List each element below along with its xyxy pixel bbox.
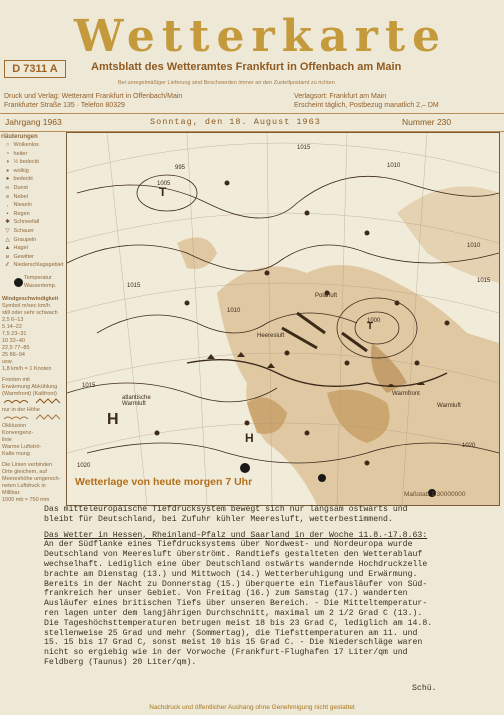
isobar-label: 1010 [387,163,401,169]
haze-icon: ∞ [5,184,10,191]
wind-line: 5 14–22 [2,323,22,330]
report-line: frankreich her unser Gebiet. Von Freitag (16.) zum Samstag (17.) wanderten [44,589,408,599]
front-line: Warme Luftströ- [2,443,42,450]
legend-item-label: wolkig [13,167,29,174]
legend-item [0,218,66,227]
hail-icon: ▲ [4,245,11,252]
wind-line: 7,5 23–31 [2,330,27,337]
airmass-label: Polarluft [315,293,338,299]
front-line: linie [2,436,12,443]
wind-line: 1,8 km/h = 1 Knoten [2,365,52,372]
legend-item [0,158,66,167]
graupel-icon: △ [5,236,10,243]
water-temp-label: Wassertemp. [24,282,57,289]
drizzle-icon: , [6,202,9,209]
report-line: 15. 15 bis 17 Grad C, sonst meist 10 bis 15 Grad C. - Die Niederschläge waren [44,638,423,648]
fog-icon: ≡ [5,193,10,200]
wind-line: 22,5 77–85 [2,344,30,351]
report-line: An der Südflanke eines Tiefdrucksystems über Nordwest- und Nordeuropa wurde [44,540,413,550]
isobar-label: 1000 [367,318,381,324]
legend-item [0,236,66,245]
report-line: wechselhaft. Lediglich eine über Deutschland ostwärts wandernde Hochdruckzelle [44,559,428,569]
front-line: Okklusion [2,422,27,429]
legend-item-label: Niederschlagsgebiet [13,262,64,269]
report-line: Deutschland von Meeresluft überströmt. Randtiefs gestalteten den Wetterablauf [44,550,423,560]
legend-item-label: bedeckt [13,176,33,183]
report-line: Bereits in der Nacht zu Donnerstag (15.) überquerte ein Tiefausläufer von Süd- [44,579,428,589]
airmass-label: Warmluft [437,403,461,409]
isobar-label: 1020 [77,463,91,469]
postal-code-box: D 7311 A [4,60,66,78]
front-line: nur in der Höhe [2,406,40,413]
legend-isobars [0,462,66,504]
legend-item-label: Hagel [13,245,28,252]
dateline [0,113,504,132]
legend-item-label: Schneefall [13,219,40,226]
legend-item-label: Schauer [13,227,35,234]
isobar-line: neten Luftdruck in [2,482,46,489]
front-line: Konvergenz- [2,429,34,436]
isobar-label: 1010 [467,243,481,249]
snow-icon: ✱ [5,219,10,226]
legend-item-label: heiter [13,150,28,157]
wind-line: usw. [2,358,14,365]
map-legend [0,132,66,504]
legend-item [0,244,66,253]
low-pressure-marker: T [367,321,374,332]
cloud-clear-icon: ○ [5,142,10,148]
legend-item [0,253,66,262]
isobar-label: 995 [175,165,186,171]
legend-item-label: Gewitter [13,253,35,260]
temp-label: Temperatur [24,274,52,281]
map-scale: Maßstab 1:30000000 [404,491,466,498]
wind-title: Windgeschwindigkeit [2,295,59,302]
high-pressure-marker: H [245,431,254,445]
front-line: Kalte mung [2,450,30,457]
isobar-line: Meereshöhe umgerech- [2,475,61,482]
publication-line: Erscheint täglich, Postbezug manatlich 2,– DM [294,102,439,109]
map-caption: Wetterlage von heute morgen 7 Uhr [75,476,253,488]
wind-line: 25 86–94 [2,351,25,358]
isobar-label: 1015 [82,383,96,389]
legend-title: rläuterungen [1,134,38,140]
masthead-tagline: Bei unregelmäßiger Lieferung sind Beschwerden immer an den Zustellpostamt zu richten [118,80,335,86]
legend-item [0,175,66,184]
isobar-line: Orte gleichem, auf [2,468,47,475]
legend-wind [0,296,66,373]
author-signature: Schü. [412,684,437,693]
publisher-line: Druck und Verlag: Wetteramt Frankfurt in Offenbach/Main [4,93,183,100]
wind-line: 2,5 6–13 [2,316,24,323]
issue-number: Nummer 230 [402,117,452,127]
report-line: ren lagen unter dem langjährigen Durchschnitt, maximal um 2 1/2 Grad C (13.). [44,608,423,618]
legend-item-label: Dunst [13,184,28,191]
legend-item [0,261,66,270]
front-symbols-icon [2,398,62,404]
isobar-line: 1000 mb ≈ 750 mm [2,496,50,503]
legend-item-label: Nieseln [13,202,32,209]
station-dot-icon [14,278,23,287]
isobar-label: 1010 [227,308,241,314]
legend-item-label: Regen [13,210,30,217]
shower-icon: ▽ [5,227,10,234]
isobar-label: 1005 [157,181,171,187]
isobar-label: 1020 [462,443,476,449]
airmass-label: Heeresluft [257,333,285,339]
airmass-label: atlantische Warmluft [122,395,151,407]
cloud-overcast-icon: ● [5,176,10,183]
front-line: Erwärmung Abkühlung [2,383,58,390]
intro-line: bleibt für Deutschland, bei Zufuhr kühler Meeresluft, wetterbestimmend. [44,514,393,524]
weather-map [66,132,500,506]
front-label: Warmfront [392,391,420,397]
isobar-label: 1015 [127,283,141,289]
publication-info [294,92,439,110]
report-line: stellenweise 25 Grad und mehr (Sommertag), die Tiefsttemperaturen am 11. und [44,628,418,638]
rain-icon: • [6,210,9,217]
report-line: Feldberg (Taunus) 20 Liter/qm). [44,657,197,667]
cloud-fair-icon: ◔ [5,150,10,157]
legend-item [0,150,66,159]
legend-item-label: Nebel [13,193,28,200]
isobar-line: Millibar. [2,489,21,496]
legend-item [0,141,66,150]
isobar-label: 1015 [297,145,311,151]
legend-item [0,201,66,210]
report-line: Ausläufer eines britischen Tiefs über unseren Bereich. - Die Mitteltemperatur- [44,599,428,609]
issue-date: Sonntag, den 18. August 1963 [150,117,321,127]
publisher-info [4,92,182,110]
report-line: Die Tageshöchsttemperaturen betrugen meist 18 bis 23 Grad C, lediglich am 14.8. [44,618,433,628]
wind-line: still oder sehr schwach [2,309,58,316]
legend-item-label: Wolkenlos [13,142,39,148]
front-line: Fronten mit [2,376,30,383]
volume-year: Jahrgang 1963 [5,117,62,127]
thunderstorm-icon: ʁ [6,253,9,260]
masthead-title: Wetterkarte [74,11,448,62]
legend-item [0,227,66,236]
weather-map-graphic [67,133,499,505]
legend-item [0,210,66,219]
intro-line: Das mitteleuropäische Tiefdrucksystem bewegt sich nur langsam ostwärts und [44,505,408,514]
masthead-subtitle: Amtsblatt des Wetteramtes Frankfurt in Offenbach am Main [91,61,402,73]
report-line: nicht so ergiebig wie in der Vorwoche (Frankfurt-Flughafen 17 Liter/qm und [44,648,408,658]
upper-front-icon [2,414,62,420]
precip-area-icon: ⁄⁄ [6,262,9,269]
legend-item-label: Graupeln [13,236,37,243]
legend-item [0,184,66,193]
report-line: brachte am Dienstag (13.) und Mittwoch (14.) Wetterberuhigung und Erwärmung. [44,569,418,579]
legend-temperature [0,274,66,292]
wind-line: Symbol m/sec km/h [2,302,50,309]
wind-line: 10 32–40 [2,337,25,344]
copyright-footer: Nachdruck und öffentlicher Aushang ohne Genehmigung nicht gestattet [149,704,355,711]
report-heading: Das Wetter in Hessen, Rheinland-Pfalz und Saarland in der Woche 11.8.-17.8.63: [44,530,428,540]
legend-item [0,193,66,202]
publication-line: Verlagsort: Frankfurt am Main [294,93,387,100]
legend-fronts [0,377,66,458]
isobar-line: Die Linien verbinden [2,461,53,468]
high-pressure-marker: H [107,411,119,428]
weather-report [44,505,500,668]
legend-item [0,167,66,176]
cloud-half-icon: ◑ [5,159,10,166]
low-pressure-marker: T [159,185,167,199]
legend-item-label: ½ bedeckt [13,159,39,166]
isobar-label: 1015 [477,278,491,284]
publisher-line: Frankfurter Straße 135 · Telefon 80329 [4,102,125,109]
front-line: (Warmfront) (Kaltfront) [2,390,57,397]
cloud-cloudy-icon: ◕ [5,167,10,174]
